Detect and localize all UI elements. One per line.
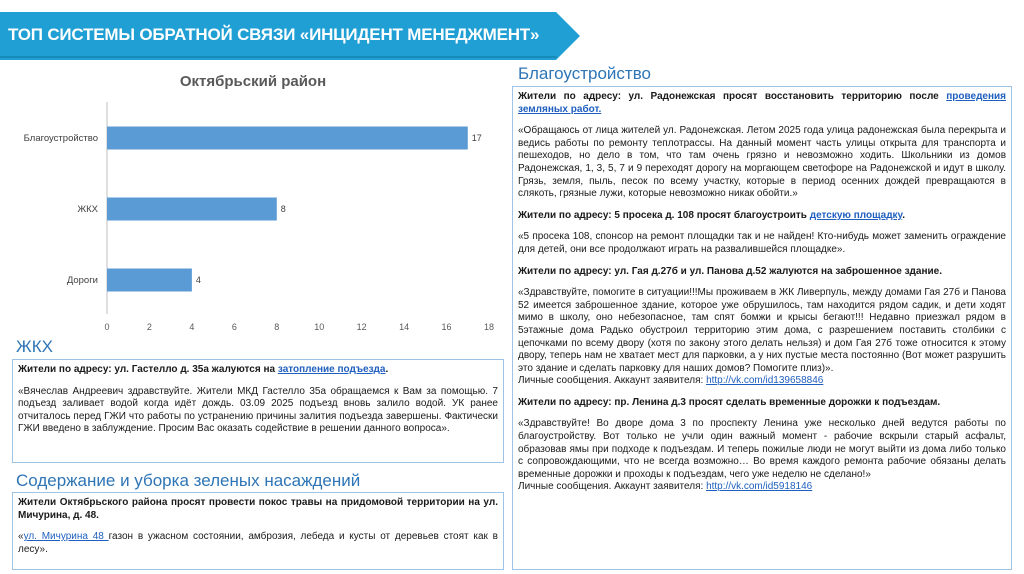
x-tick-label: 2 (146, 322, 152, 332)
greenery-heading: Содержание и уборка зеленых насаждений (16, 471, 361, 490)
improvement-p1-lead (518, 91, 1006, 116)
x-tick-label: 16 (441, 322, 452, 332)
zhkh-box (12, 359, 504, 463)
x-tick-label: 6 (231, 322, 237, 332)
zhkh-lead-text: Жители по адресу: ул. Гастелло д. 35а жалуются на (18, 364, 278, 375)
header-banner (0, 12, 580, 60)
zhkh-heading: ЖКХ (16, 337, 53, 356)
x-tick-label: 4 (189, 322, 195, 332)
improvement-p2-text: Жители по адресу: 5 просека д. 108 просят благоустроить (518, 209, 810, 221)
bar-chart (0, 62, 505, 342)
zhkh-lead-end: . (385, 364, 389, 375)
data-label: 17 (471, 133, 482, 143)
greenery-quote-open: « (18, 531, 24, 543)
x-tick-label: 0 (104, 322, 110, 332)
x-tick-label: 14 (399, 322, 410, 332)
improvement-p2-lead (518, 210, 1006, 223)
greenery-quote (18, 531, 498, 556)
improvement-p3-quote-block (518, 287, 1006, 388)
zhkh-lead (18, 364, 498, 377)
category-label: Благоустройство (23, 133, 98, 144)
account-link-2[interactable]: http://vk.com/id5918146 (706, 481, 813, 493)
improvement-p1-text: Жители по адресу: ул. Радонежская просят восстановить территорию после (518, 91, 947, 102)
greenery-link[interactable]: ул. Мичурина 48 (23, 531, 109, 543)
improvement-p4-account-label: Личные сообщения. Аккаунт заявителя: (518, 481, 707, 493)
greenery-quote-rest: газон в ужасном состоянии, амброзия, лебеда и кусты от деревьев стоят как в лесу». (18, 531, 498, 555)
page-title: ТОП СИСТЕМЫ ОБРАТНОЙ СВЯЗИ «ИНЦИДЕНТ МЕНЕДЖМЕНТ» (8, 25, 540, 44)
data-label: 4 (195, 275, 201, 285)
improvement-p2-quote: «5 просека 108, спонсор на ремонт площадки так и не найден! Кто-нибудь может заменить ограждение для детей, они все продолжают играть на развалившейся площадке». (518, 231, 1006, 255)
improvement-p3-lead: Жители по адресу: ул. Гая д.27б и ул. Панова д.52 жалуются на заброшенное здание. (518, 265, 942, 277)
x-tick-label: 10 (314, 322, 325, 332)
zhkh-link[interactable]: затопление подъезда (277, 364, 386, 375)
x-tick-label: 8 (274, 322, 280, 332)
category-label: Дороги (66, 275, 98, 286)
account-link-1[interactable]: http://vk.com/id139658846 (706, 375, 824, 387)
improvement-p3-account-label: Личные сообщения. Аккаунт заявителя: (518, 375, 707, 387)
bar-3 (107, 269, 192, 292)
x-tick-label: 12 (356, 322, 367, 332)
greenery-box (12, 492, 504, 570)
improvement-p4-quote-block (518, 418, 1006, 494)
zhkh-quote: «Вячеслав Андреевич здравствуйте. Жители МКД Гастелло 35а обращаемся к Вам за помощью. 7 подъезд заливает водой когда идёт дождь. 03.09 2025 подъезд вновь залило водой. УК ранее отчиталось перед ГЖИ что работы по устранению причины залития подъезда завершены. Фактически ГЖИ введено в заблуждение. Просим Вас оказать содействие в решении данного вопроса». (18, 385, 498, 435)
improvement-p3-quote: «Здравствуйте, помогите в ситуации!!!Мы проживаем в ЖК Ливерпуль, между домами Гая 27б и Панова 52 имеется заброшенное здание, которое уже обрушилось, там находится рядом садик, и дети ходят мимо в школу, оно небезопасное, там спят бомжи и крысы бегают!!! Недавно приезжал рядом в 5этажные дома Радько обустроил территорию этим дома, с разрешением поставить столбики с цепочками по всему двору (хотя по закону этого делать нельзя) и дом Гая 27б тоже относится к этому двору, теперь нам не хватает мест для парковки, а у них пустые места постоянно (Вот может разрушить это здание и сделать парковку для наших домов? Помогите плиз)». (518, 287, 1006, 374)
greenery-lead: Жители Октябрьского района просят провести покос травы на придомовой территории на ул. Мичурина, д. 48. (18, 497, 498, 521)
x-tick-label: 18 (483, 322, 495, 332)
bar-2 (107, 198, 277, 221)
chart-title: Октябрьский район (179, 73, 327, 90)
improvement-p1-quote: «Обращаюсь от лица жителей ул. Радонежская. Летом 2025 года улица радонежская была перекрыта и ведись работы по ремонту теплотрассы. На данный момент часть улицы открыта для транспорта и пешеходов, но дело в том, что там очень грязно и невозможно ходить. Школьники из домов Радонежская, 1, 3, 5, 7 и 9 переходят дорогу на моргающем светофоре на Радонежской и идут в школу. Грязь, земля, пыль, песок по всему участку, которые в период осенних дождей превращаются в слякоть, грязные лужи, которые невозможно никак обойти.» (518, 125, 1006, 200)
data-label: 8 (280, 204, 286, 214)
category-label: ЖКХ (77, 204, 98, 215)
improvement-p4-quote: «Здравствуйте! Во дворе дома 3 по проспекту Ленина уже несколько дней ведутся работы по благоустройству. Вот только не учли один важный момент - рабочие вскрыли старый асфальт, образовав ямы при подходе к подъездам. И теперь пожилые люди не могут выйти из дома либо только с сопровождающими, что не всегда возможно… Во время каждого ремонта рабочие обязаны делать временные дорожки и проходы к подъездам, чего уже неделю не сделано!» (518, 418, 1006, 480)
improvement-p4-lead: Жители по адресу: пр. Ленина д.3 просят сделать временные дорожки к подъездам. (518, 396, 941, 408)
earthworks-link[interactable]: проведения земляных работ. (518, 91, 1006, 115)
improvement-box (512, 86, 1012, 570)
bar-1 (107, 127, 468, 150)
improvement-heading: Благоустройство (518, 64, 652, 83)
improvement-p2-end: . (902, 209, 906, 221)
playground-link[interactable]: детскую площадку (809, 209, 903, 221)
